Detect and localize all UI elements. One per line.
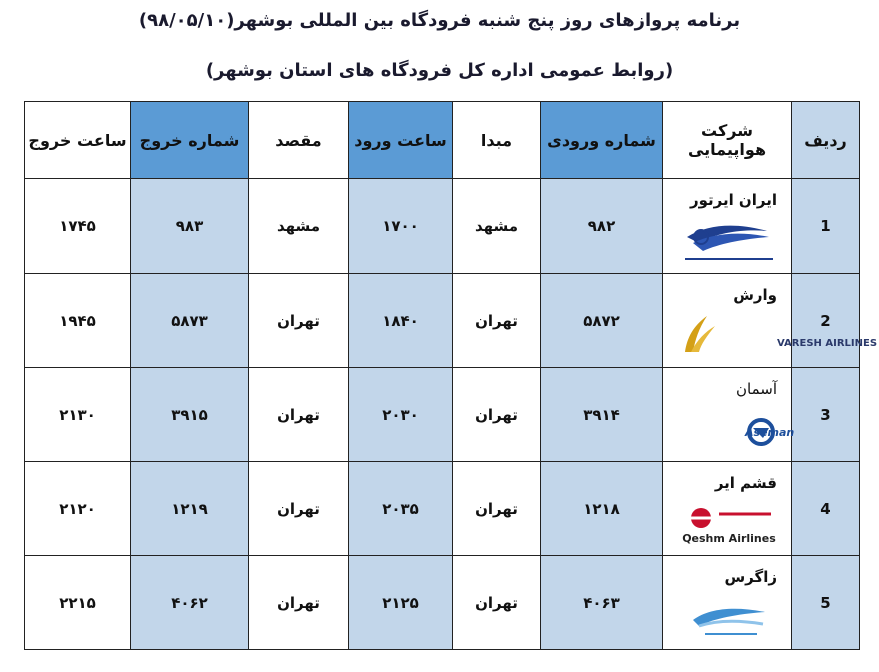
page-subtitle: (روابط عمومی اداره کل فرودگاه های استان بوشهر)	[205, 60, 674, 81]
arrival-time: ۲۰۳۵	[349, 462, 453, 556]
airline-cell	[663, 179, 792, 274]
origin: تهران	[453, 274, 541, 368]
arrival-number: ۵۸۷۲	[541, 274, 663, 368]
airline-cell	[663, 274, 878, 368]
table-header-row	[25, 102, 860, 179]
header-departure-number: شماره خروج	[131, 102, 249, 179]
zagros-airlines-logo	[679, 594, 779, 642]
svg-text:VARESH AIRLINES: VARESH AIRLINES	[777, 338, 878, 349]
departure-number: ۳۹۱۵	[131, 368, 249, 462]
page-title: برنامه پروازهای روز پنج شنبه فرودگاه بین المللی بوشهر(۹۸/۰۵/۱۰)	[138, 10, 741, 31]
departure-number: ۴۰۶۲	[131, 556, 249, 650]
flight-schedule-table	[24, 101, 878, 650]
airline-name: زاگرس	[724, 568, 777, 586]
departure-number: ۵۸۷۳	[131, 274, 249, 368]
header-destination: مقصد	[249, 102, 349, 179]
arrival-time: ۲۰۳۰	[349, 368, 453, 462]
airline-name: ایران ایرتور	[689, 191, 777, 209]
header-origin: مبدا	[453, 102, 541, 179]
table-row	[25, 368, 860, 462]
row-number: 5	[792, 556, 860, 650]
row-number: 3	[792, 368, 860, 462]
svg-text:Qeshm Airlines: Qeshm Airlines	[682, 532, 776, 545]
airline-cell	[663, 462, 792, 556]
arrival-number: ۹۸۲	[541, 179, 663, 274]
arrival-time: ۱۷۰۰	[349, 179, 453, 274]
header-row-number: ردیف	[792, 102, 860, 179]
svg-text:Aseman: Aseman	[745, 426, 795, 439]
row-number: 4	[792, 462, 860, 556]
destination: تهران	[249, 274, 349, 368]
arrival-time: ۱۸۴۰	[349, 274, 453, 368]
arrival-number: ۱۲۱۸	[541, 462, 663, 556]
table-row	[25, 556, 860, 650]
airline-cell	[663, 368, 795, 462]
airline-name: آسمان	[736, 380, 777, 398]
destination: مشهد	[249, 179, 349, 274]
departure-time: ۲۲۱۵	[25, 556, 131, 650]
header-arrival-time: ساعت ورود	[349, 102, 453, 179]
destination: تهران	[249, 368, 349, 462]
departure-time: ۲۱۲۰	[25, 462, 131, 556]
header-airline	[663, 102, 792, 179]
header-departure-time: ساعت خروج	[25, 102, 131, 179]
departure-number: ۹۸۳	[131, 179, 249, 274]
table-row	[25, 274, 860, 368]
row-number: 1	[792, 179, 860, 274]
arrival-number: ۴۰۶۳	[541, 556, 663, 650]
header-arrival-number: شماره ورودی	[541, 102, 663, 179]
origin: تهران	[453, 556, 541, 650]
origin: مشهد	[453, 179, 541, 274]
table-row	[25, 179, 860, 274]
destination: تهران	[249, 556, 349, 650]
varesh-airlines-logo	[679, 312, 878, 360]
origin: تهران	[453, 462, 541, 556]
arrival-time: ۲۱۲۵	[349, 556, 453, 650]
airline-name: وارش	[733, 286, 777, 304]
header-airline-line2: هواپیمایی	[687, 140, 767, 159]
header-airline-line1: شرکت	[701, 121, 753, 140]
arrival-number: ۳۹۱۴	[541, 368, 663, 462]
departure-time: ۱۹۴۵	[25, 274, 131, 368]
origin: تهران	[453, 368, 541, 462]
row-number: 2	[792, 274, 860, 368]
departure-time: ۲۱۳۰	[25, 368, 131, 462]
departure-number: ۱۲۱۹	[131, 462, 249, 556]
table-row	[25, 462, 860, 556]
departure-time: ۱۷۴۵	[25, 179, 131, 274]
destination: تهران	[249, 462, 349, 556]
airline-name: قشم ایر	[714, 474, 777, 492]
qeshm-airlines-logo	[679, 500, 779, 548]
iran-airtour-logo	[679, 217, 779, 265]
airline-cell	[663, 556, 792, 650]
aseman-airlines-logo	[679, 406, 795, 454]
